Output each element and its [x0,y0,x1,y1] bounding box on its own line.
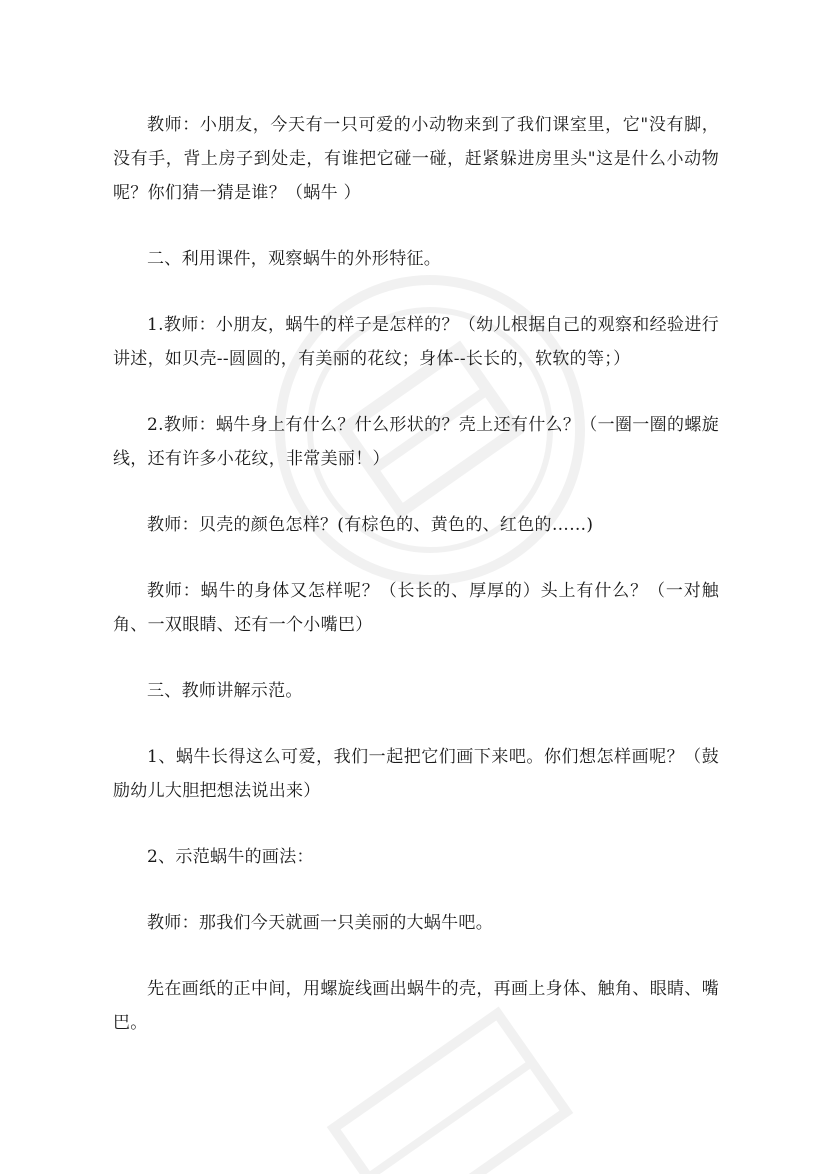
paragraph-draw-big-snail: 教师：那我们今天就画一只美丽的大蜗牛吧。 [147,913,493,933]
paragraph-snail-body: 2.教师：蜗牛身上有什么？什么形状的？壳上还有什么？（一圈一圈的螺旋线，还有许多小花纹，非常美丽！） [113,415,719,469]
paragraph-draw-method: 2、示范蜗牛的画法： [147,847,314,867]
paragraph-shell-color: 教师：贝壳的颜色怎样？(有棕色的、黄色的、红色的……) [147,515,594,535]
section-heading-observe: 二、利用课件，观察蜗牛的外形特征。 [147,249,442,269]
paragraph-draw-invite: 1、蜗牛长得这么可爱，我们一起把它们画下来吧。你们想怎样画呢？（鼓励幼儿大胆把想法说出来） [113,747,719,801]
document-body [113,108,719,1072]
paragraph-draw-steps: 先在画纸的正中间，用螺旋线画出蜗牛的壳，再画上身体、触角、眼睛、嘴巴。 [113,979,719,1033]
paragraph-snail-head: 教师：蜗牛的身体又怎样呢？（长长的、厚厚的）头上有什么？（一对触角、一双眼睛、还有一个小嘴巴） [113,581,719,635]
section-heading-demo: 三、教师讲解示范。 [147,681,303,701]
paragraph-snail-shape: 1.教师：小朋友，蜗牛的样子是怎样的？（幼儿根据自己的观察和经验进行讲述，如贝壳--圆圆的，有美丽的花纹；身体--长长的，软软的等；） [113,315,719,369]
paragraph-teacher-intro: 教师：小朋友，今天有一只可爱的小动物来到了我们课室里，它"没有脚，没有手，背上房子到处走，有谁把它碰一碰，赶紧躲进房里头"这是什么小动物呢？你们猜一猜是谁？（蜗牛 ） [113,115,719,203]
